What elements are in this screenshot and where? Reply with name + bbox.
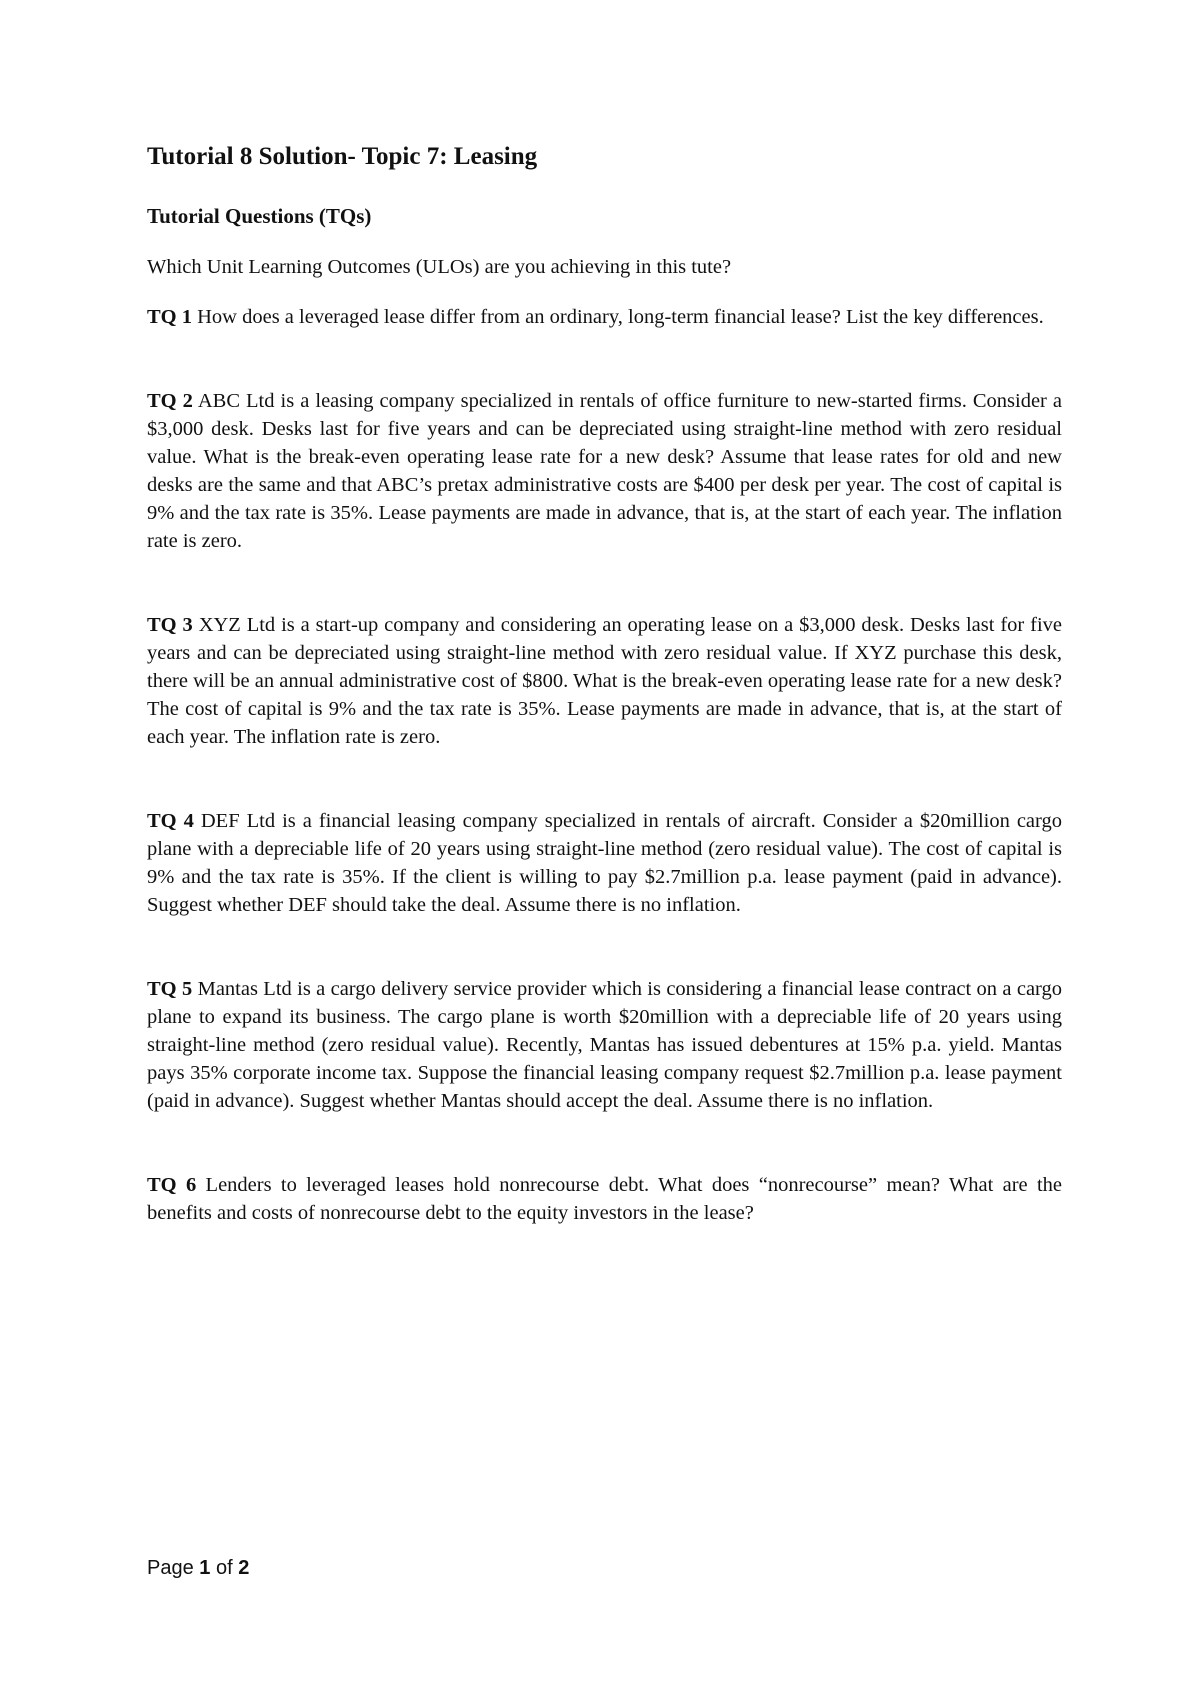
question-tq5 bbox=[147, 975, 1062, 1115]
question-text: ABC Ltd is a leasing company specialized in rentals of office furniture to new-started firms. Consider a $3,000 desk. Desks last for five years and can be depreciated using straight-line method with zero residual value. What is the break-even operating lease rate for a new desk? Assume that lease rates for old and new desks are the same and that ABC’s pretax administrative costs are $400 per desk per year. The cost of capital is 9% and the tax rate is 35%. Lease payments are made in advance, that is, at the start of each year. The inflation rate is zero. bbox=[147, 390, 1063, 553]
intro-text: Which Unit Learning Outcomes (ULOs) are you achieving in this tute? bbox=[147, 256, 732, 279]
question-tq3 bbox=[147, 611, 1062, 751]
question-tq4 bbox=[147, 807, 1062, 919]
question-label: TQ 6 bbox=[147, 1174, 197, 1197]
question-text: How does a leveraged lease differ from an ordinary, long-term financial lease? List the key differences. bbox=[197, 306, 1044, 329]
document-body bbox=[147, 142, 1062, 1227]
current-page-number: 1 bbox=[199, 1557, 211, 1579]
document-title: Tutorial 8 Solution- Topic 7: Leasing bbox=[147, 143, 538, 170]
question-tq2 bbox=[147, 387, 1062, 555]
section-heading: Tutorial Questions (TQs) bbox=[147, 204, 372, 228]
question-text: Lenders to leveraged leases hold nonrecourse debt. What does “nonrecourse” mean? What are the benefits and costs of nonrecourse debt to the equity investors in the lease? bbox=[147, 1174, 1063, 1225]
question-label: TQ 1 bbox=[147, 306, 192, 329]
of-word: of bbox=[215, 1557, 233, 1579]
question-tq1 bbox=[147, 303, 1062, 331]
question-label: TQ 2 bbox=[147, 390, 193, 413]
question-label: TQ 3 bbox=[147, 614, 193, 637]
question-label: TQ 5 bbox=[147, 978, 193, 1001]
question-label: TQ 4 bbox=[147, 810, 194, 833]
question-tq6 bbox=[147, 1171, 1062, 1227]
question-text: XYZ Ltd is a start-up company and considering an operating lease on a $3,000 desk. Desks last for five years and can be depreciated using straight-line method with zero residual value. If XYZ purchase this desk, there will be an annual administrative cost of $800. What is the break-even operating lease rate for a new desk? The cost of capital is 9% and the tax rate is 35%. Lease payments are made in advance, that is, at the start of each year. The inflation rate is zero. bbox=[147, 614, 1063, 749]
page-number-footer bbox=[147, 1557, 249, 1580]
question-text: DEF Ltd is a financial leasing company specialized in rentals of aircraft. Consider a $20million cargo plane with a depreciable life of 20 years using straight-line method (zero residual value). The cost of capital is 9% and the tax rate is 35%. If the client is willing to pay $2.7million p.a. lease payment (paid in advance). Suggest whether DEF should take the deal. Assume there is no inflation. bbox=[147, 810, 1062, 917]
page-word: Page bbox=[147, 1557, 194, 1579]
total-page-count: 2 bbox=[238, 1557, 250, 1579]
question-text: Mantas Ltd is a cargo delivery service provider which is considering a financial lease contract on a cargo plane to expand its business. The cargo plane is worth $20million with a depreciable life of 20 years using straight-line method (zero residual value). Recently, Mantas has issued debentures at 15% p.a. yield. Mantas pays 35% corporate income tax. Suppose the financial leasing company request $2.7million p.a. lease payment (paid in advance). Suggest whether Mantas should accept the deal. Assume there is no inflation. bbox=[147, 978, 1062, 1113]
